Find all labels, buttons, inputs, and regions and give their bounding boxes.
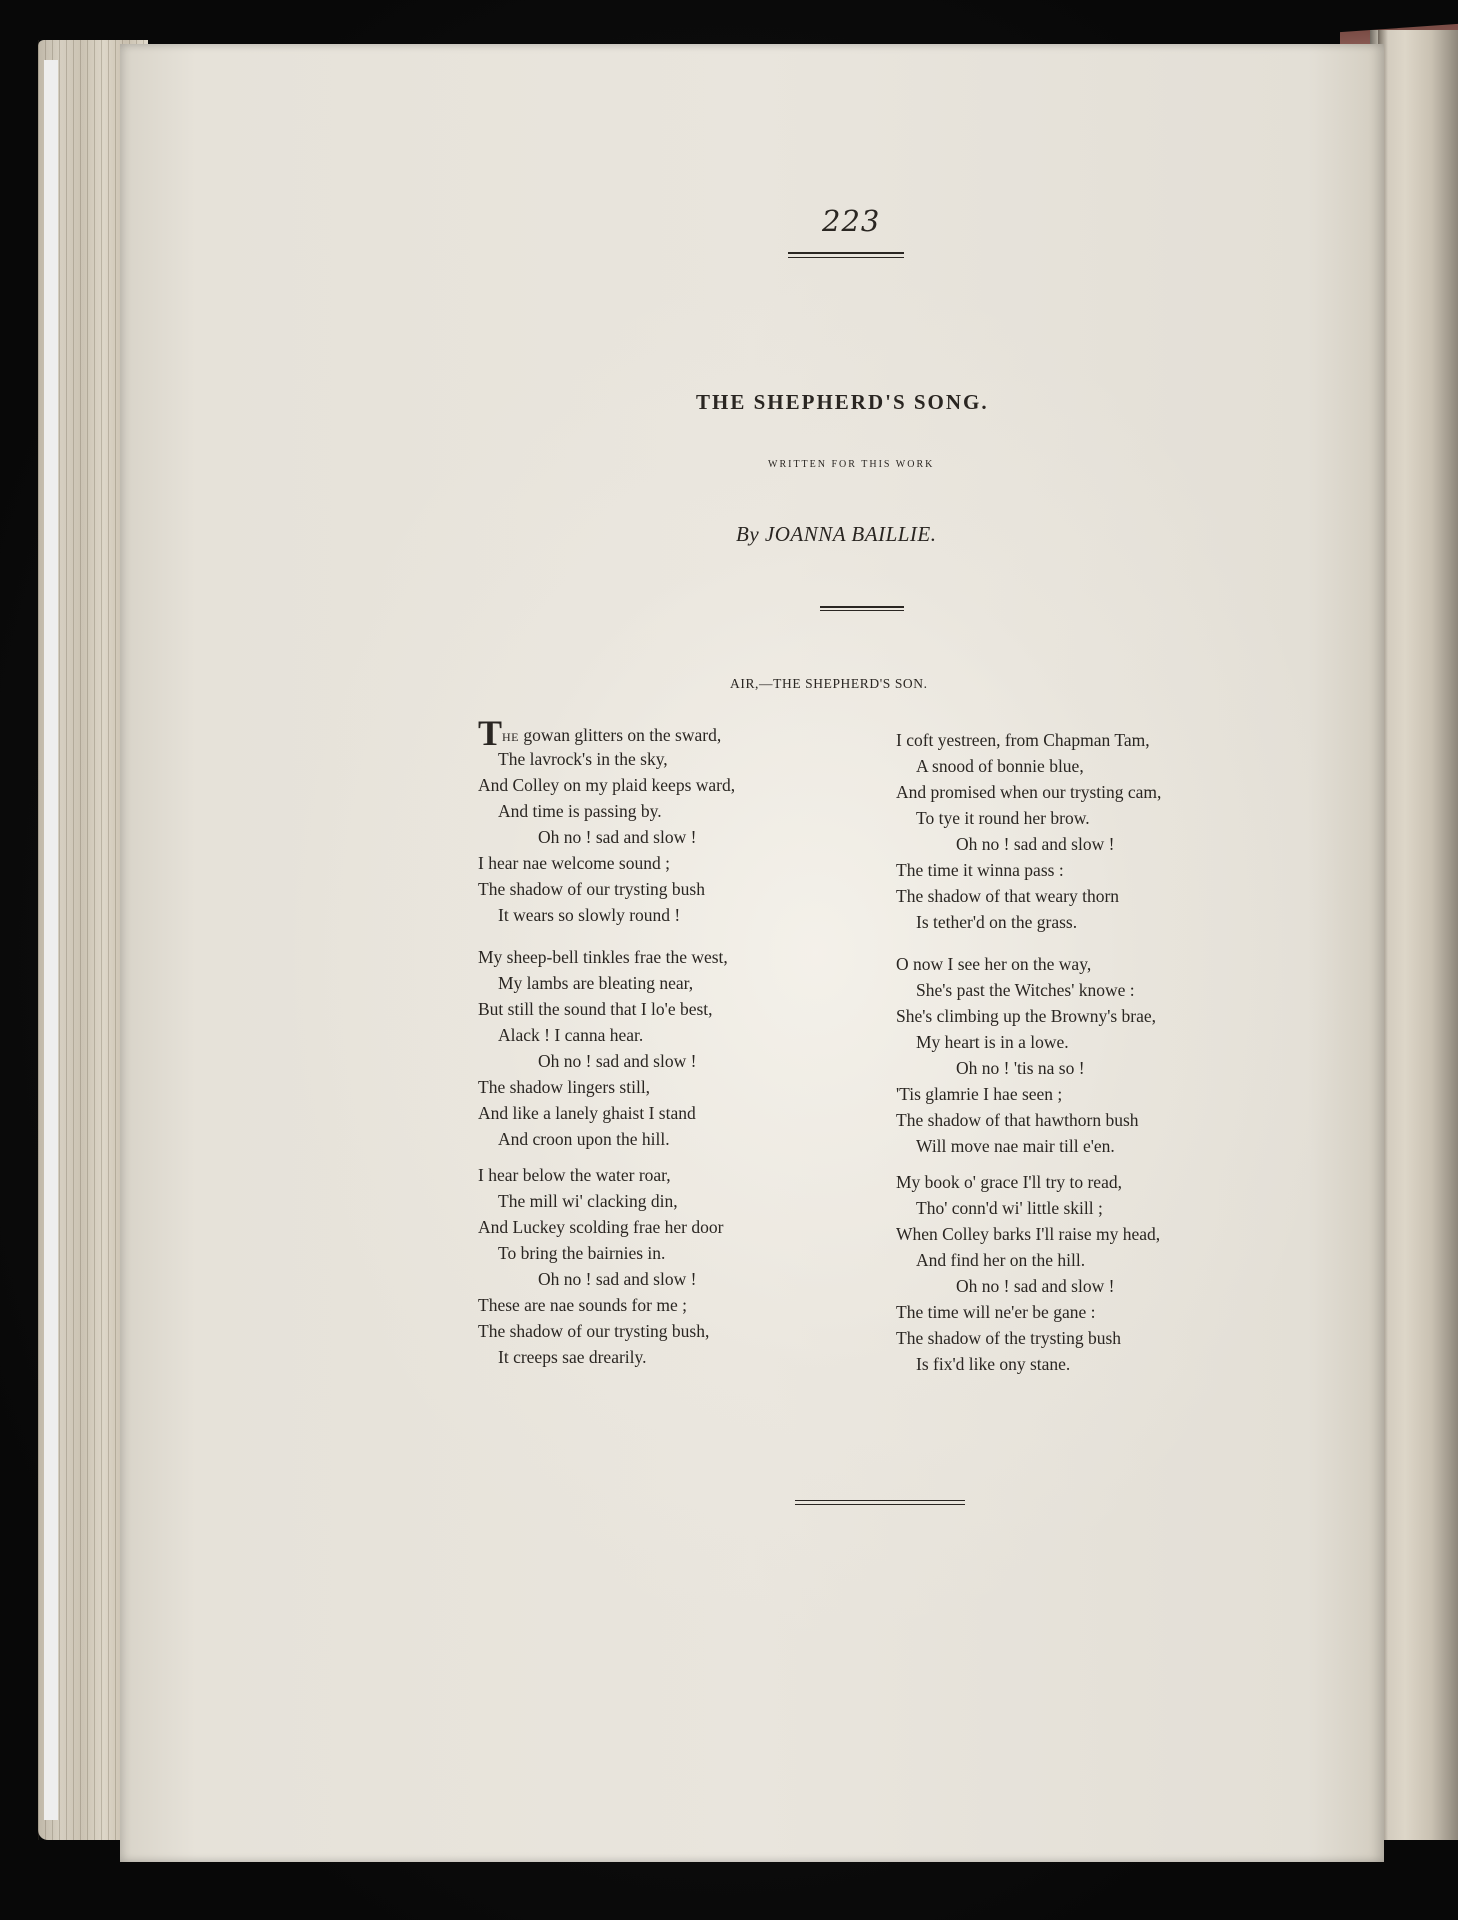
verse-line: My sheep-bell tinkles frae the west,	[478, 947, 728, 967]
verse-line: Is tether'd on the grass.	[916, 912, 1078, 932]
verse-line: I hear below the water roar,	[478, 1165, 671, 1185]
end-rule-bottom	[795, 1504, 965, 1505]
verse-line: Oh no ! sad and slow !	[956, 1276, 1115, 1296]
verse-line: Oh no ! sad and slow !	[538, 1051, 697, 1071]
verse-line: The mill wi' clacking din,	[498, 1191, 678, 1211]
right-verse-column	[896, 727, 1226, 1377]
title-rule-bottom	[820, 610, 904, 611]
book-page	[120, 44, 1384, 1862]
verse-line: And croon upon the hill.	[498, 1129, 670, 1149]
verse-line: And like a lanely ghaist I stand	[478, 1103, 696, 1123]
verse-line: Oh no ! sad and slow !	[538, 1269, 697, 1289]
verse-line: My lambs are bleating near,	[498, 973, 694, 993]
verse-line: I hear nae welcome sound ;	[478, 853, 670, 873]
verse-text: gowan glitters on the sward,	[519, 725, 722, 745]
stanza	[896, 951, 1226, 1159]
song-title: THE SHEPHERD'S SONG.	[696, 390, 989, 414]
song-subtitle: WRITTEN FOR THIS WORK	[768, 459, 935, 470]
verse-line: The time will ne'er be gane :	[896, 1302, 1096, 1322]
verse-line: The shadow of that weary thorn	[896, 886, 1120, 906]
page-number-rule-top	[788, 252, 904, 254]
verse-line: Oh no ! sad and slow !	[956, 834, 1115, 854]
verse-line: My book o' grace I'll try to read,	[896, 1172, 1122, 1192]
left-verse-column	[478, 713, 808, 1370]
verse-line: And Luckey scolding frae her door	[478, 1217, 724, 1237]
stanza	[896, 727, 1226, 935]
verse-line: And find her on the hill.	[916, 1250, 1086, 1270]
verse-line: Alack ! I canna hear.	[498, 1025, 644, 1045]
verse-line	[478, 713, 808, 753]
verse-line: Is fix'd like ony stane.	[916, 1354, 1071, 1374]
left-white-sheet	[44, 60, 58, 1820]
verse-line: Oh no ! 'tis na so !	[956, 1058, 1085, 1078]
stanza	[478, 713, 808, 928]
verse-line: I coft yestreen, from Chapman Tam,	[896, 730, 1150, 750]
verse-line: The lavrock's in the sky,	[498, 749, 668, 769]
verse-line: Tho' conn'd wi' little skill ;	[916, 1198, 1103, 1218]
stanza	[896, 1169, 1226, 1377]
verse-line: When Colley barks I'll raise my head,	[896, 1224, 1161, 1244]
verse-line: The shadow lingers still,	[478, 1077, 651, 1097]
air-note: AIR,—THE SHEPHERD'S SON.	[730, 676, 928, 691]
page-number: 223	[822, 204, 881, 238]
title-rule-top	[820, 606, 904, 608]
verse-line: And time is passing by.	[498, 801, 662, 821]
verse-line: And promised when our trysting cam,	[896, 782, 1162, 802]
verse-line: It wears so slowly round !	[498, 905, 681, 925]
page-number-rule-bottom	[788, 257, 904, 258]
verse-line: To bring the bairnies in.	[498, 1243, 666, 1263]
verse-line: 'Tis glamrie I hae seen ;	[896, 1084, 1063, 1104]
verse-line: And Colley on my plaid keeps ward,	[478, 775, 736, 795]
verse-line: To tye it round her brow.	[916, 808, 1090, 828]
drop-cap: T	[478, 713, 503, 753]
verse-line: A snood of bonnie blue,	[916, 756, 1084, 776]
verse-line: The shadow of the trysting bush	[896, 1328, 1122, 1348]
verse-line: O now I see her on the way,	[896, 954, 1092, 974]
stanza	[478, 1162, 808, 1370]
verse-line: She's climbing up the Browny's brae,	[896, 1006, 1157, 1026]
verse-line: It creeps sae drearily.	[498, 1347, 647, 1367]
verse-line: The time it winna pass :	[896, 860, 1064, 880]
verse-line: Will move nae mair till e'en.	[916, 1136, 1115, 1156]
verse-line: These are nae sounds for me ;	[478, 1295, 687, 1315]
author-byline: By JOANNA BAILLIE.	[736, 522, 937, 546]
verse-line: The shadow of our trysting bush,	[478, 1321, 710, 1341]
verse-line: The shadow of that hawthorn bush	[896, 1110, 1139, 1130]
verse-line: She's past the Witches' knowe :	[916, 980, 1135, 1000]
verse-line: But still the sound that I lo'e best,	[478, 999, 713, 1019]
small-caps: HE	[502, 730, 520, 744]
verse-line: The shadow of our trysting bush	[478, 879, 705, 899]
stanza	[478, 944, 808, 1152]
end-rule-top	[795, 1500, 965, 1501]
verse-line: Oh no ! sad and slow !	[538, 827, 697, 847]
verse-line: My heart is in a lowe.	[916, 1032, 1069, 1052]
